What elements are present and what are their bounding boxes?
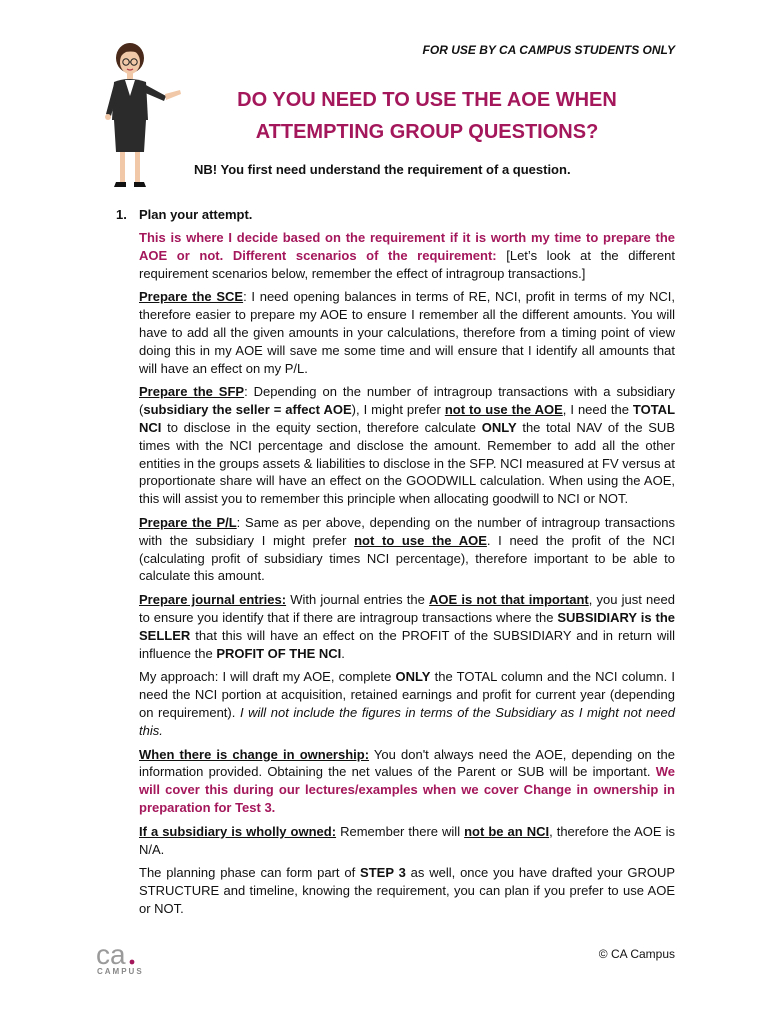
sfp-text-2: ), I might prefer xyxy=(351,402,445,418)
scenarios-text: [Let’s look at the different requirement scenarios below, remember the effect of intragroup transactions.] xyxy=(139,247,675,281)
sfp-bold-3: ONLY xyxy=(481,419,517,435)
journal-text-4: . xyxy=(341,645,345,661)
ownership-accent: We will cover this during our lectures/examples when we cover Change in ownership in preparation for Test 3. xyxy=(139,764,675,815)
pl-underline-1: not to use the AOE xyxy=(354,532,487,548)
sce-heading: Prepare the SCE xyxy=(139,289,244,305)
paragraph-journal xyxy=(139,591,675,662)
logo-subtitle: CAMPUS xyxy=(97,967,144,976)
paragraph-approach xyxy=(139,668,675,739)
paragraph-scenarios xyxy=(139,229,675,282)
sfp-text-5: the total NAV of the SUB times with the NCI percentage and disclose the amount. Remember to add all the other entities in the groups assets & liabilities to disclose in the SFP. NCI measured at FV versus at proportionate share will have an effect on the GOODWILL calculation. When using the AOE, this will assist you to remember this principle when allocating goodwill to NCI or NOT. xyxy=(139,419,675,507)
wholly-owned-text-2: , therefore the AOE is N/A. xyxy=(139,823,675,857)
body-text xyxy=(139,229,675,924)
wholly-owned-heading: If a subsidiary is wholly owned: xyxy=(139,823,337,839)
wholly-owned-underline-1: not be an NCI xyxy=(464,823,550,839)
ownership-heading: When there is change in ownership: xyxy=(139,746,370,762)
approach-bold-1: ONLY xyxy=(395,669,431,685)
title-line-2: ATTEMPTING GROUP QUESTIONS? xyxy=(255,121,599,143)
planning-text-2: as well, once you have drafted your GROUP STRUCTURE and timeline, knowing the requirement, you can plan if you prefer to use AOE or NOT. xyxy=(139,865,676,916)
paragraph-pl xyxy=(139,514,675,585)
approach-text-1: My approach: I will draft my AOE, complete xyxy=(139,669,396,685)
sfp-bold-1: subsidiary the seller = affect AOE xyxy=(143,402,352,418)
journal-heading: Prepare journal entries: xyxy=(139,592,287,608)
planning-text-1: The planning phase can form part of xyxy=(139,865,361,881)
step-title: Plan your attempt. xyxy=(139,207,253,222)
pl-text-1: : Same as per above, depending on the number of intragroup transactions with the subsidiary I might prefer xyxy=(139,514,675,548)
approach-text-2: the TOTAL column and the NCI column. I need the NCI portion at acquisition, retained earnings and profit for current year (depending on requirement). xyxy=(139,669,675,720)
logo-dot xyxy=(130,960,135,965)
nb-note: NB! You first need understand the requirement of a question. xyxy=(194,162,571,177)
planning-bold-1: STEP 3 xyxy=(360,865,406,881)
sfp-bold-2: TOTAL NCI xyxy=(139,402,676,435)
sfp-text-3: , I need the xyxy=(562,402,633,418)
paragraph-wholly-owned xyxy=(139,823,675,859)
sce-text: : I need opening balances in terms of RE, NCI, profit in terms of my NCI, therefore easier to prepare my AOE to ensure I remember all the different amounts. You will have to add all the given amounts in your calculations, therefore from a timing point of view doing this in my AOE will save me some time and will ensure that I identify all amounts that will have an effect on my P/L. xyxy=(139,289,676,376)
scenarios-accent: This is where I decide based on the requirement if it is worth my time to prepare the AOE or not. Different scenarios of the requirement: xyxy=(139,230,675,263)
title-line-1: DO YOU NEED TO USE THE AOE WHEN xyxy=(237,89,617,111)
sfp-heading: Prepare the SFP xyxy=(139,384,245,400)
journal-text-1: With journal entries the xyxy=(286,592,430,608)
journal-underline-1: AOE is not that important xyxy=(429,592,589,608)
copyright-text: © CA Campus xyxy=(598,947,675,961)
businesswoman-illustration xyxy=(96,40,188,192)
paragraph-sfp xyxy=(139,383,675,508)
sfp-underline-1: not to use the AOE xyxy=(444,402,563,418)
ownership-text-1: You don't always need the AOE, depending on the information provided. Obtaining the net values of the Parent or SUB will be important. xyxy=(139,746,675,780)
paragraph-planning xyxy=(139,864,675,917)
pl-text-2: . I need the profit of the NCI (calculating profit of subsidiary times NCI percentage), therefore important to be able to calculate this amount. xyxy=(139,532,675,584)
pl-heading: Prepare the P/L xyxy=(139,514,237,530)
page-title xyxy=(200,84,654,148)
paragraph-ownership xyxy=(139,746,675,817)
step-number: 1. xyxy=(116,207,127,222)
journal-bold-1: SUBSIDIARY is the SELLER xyxy=(139,609,675,643)
approach-italic-1: I will not include the figures in terms of the Subsidiary as I might not need this. xyxy=(139,704,675,738)
wholly-owned-text-1: Remember there will xyxy=(336,823,465,839)
sfp-text-4: to disclose in the equity section, therefore calculate xyxy=(161,419,482,435)
logo-text: ca xyxy=(96,939,126,970)
journal-text-2: , you just need to ensure you identify that if there are intragroup transactions where the xyxy=(139,592,675,625)
usage-notice: FOR USE BY CA CAMPUS STUDENTS ONLY xyxy=(422,43,675,57)
paragraph-sce xyxy=(139,288,675,377)
sfp-text-1: : Depending on the number of intragroup transactions with a subsidiary ( xyxy=(139,384,675,418)
journal-text-3: that this will have an effect on the PROFIT of the SUBSIDIARY and in return will influence the xyxy=(139,627,675,661)
journal-bold-2: PROFIT OF THE NCI xyxy=(216,645,342,661)
